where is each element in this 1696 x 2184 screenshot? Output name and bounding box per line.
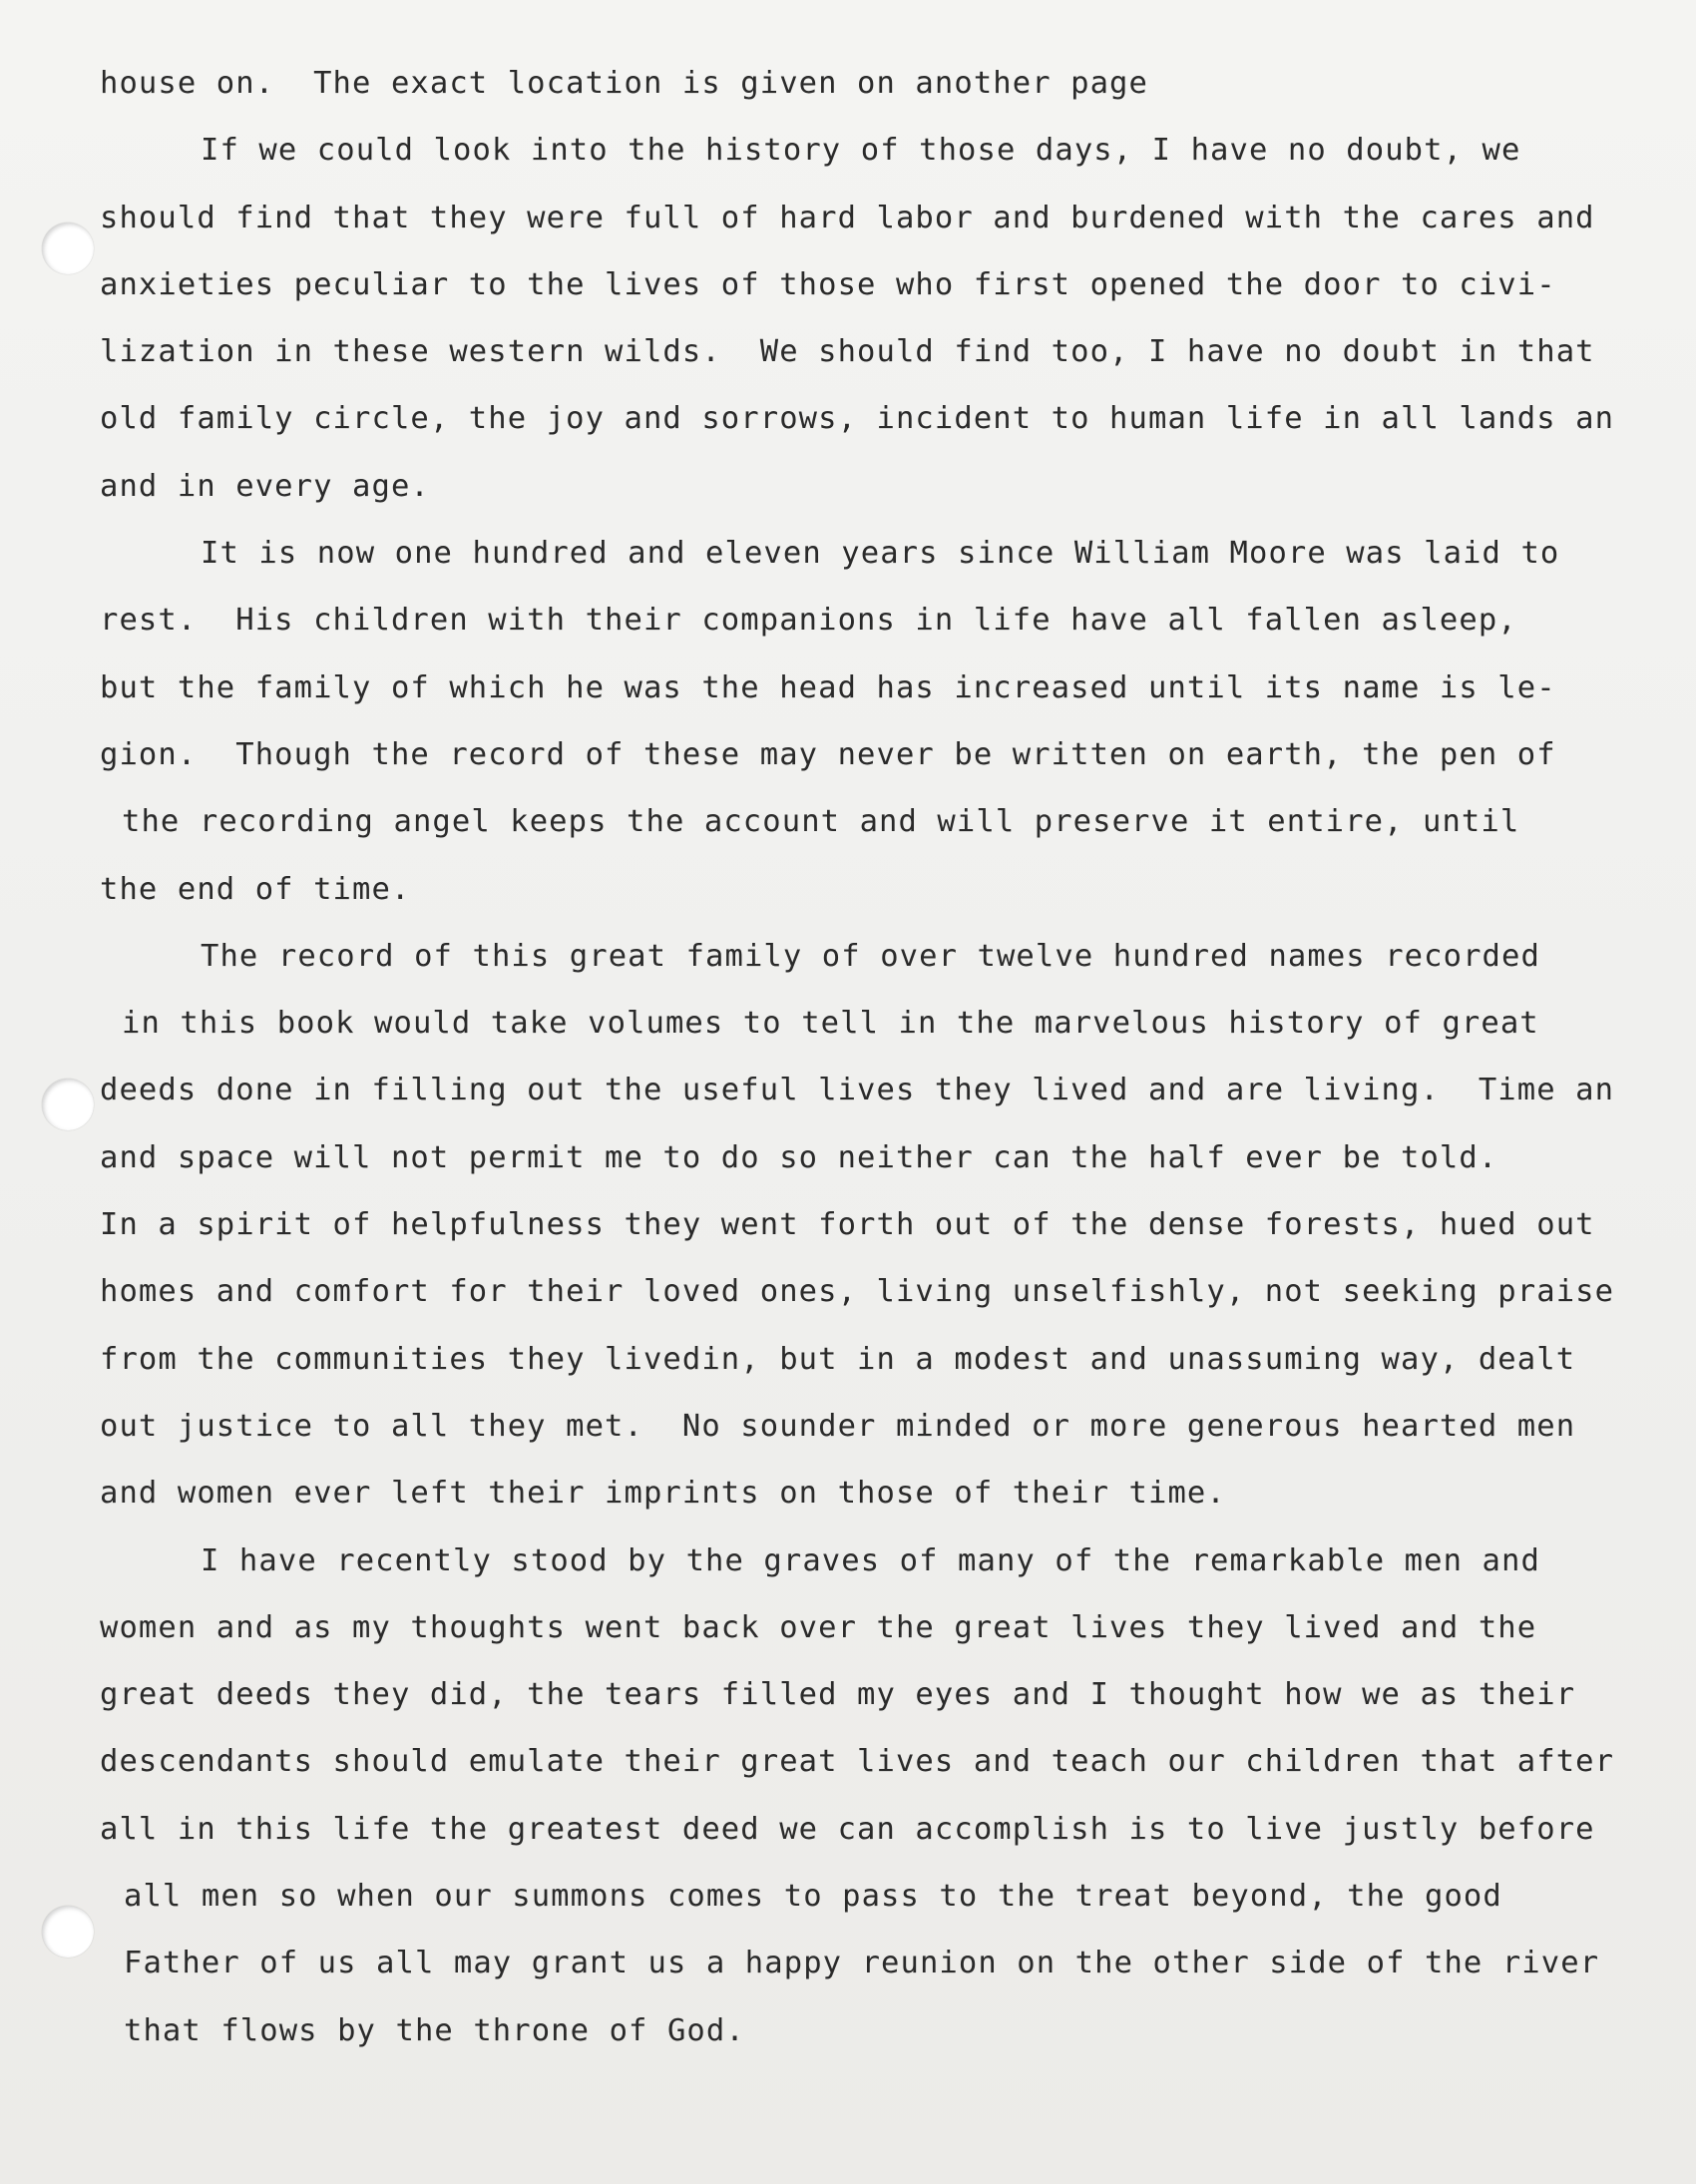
text-line: the recording angel keeps the account and will preserve it entire, until [122, 804, 1520, 840]
text-line: women and as my thoughts went back over the great lives they lived and the [100, 1609, 1537, 1645]
text-line: house on. The exact location is given on another page [100, 66, 1148, 101]
text-line: and in every age. [100, 468, 430, 504]
text-line: all in this life the greatest deed we can accomplish is to live justly before [100, 1811, 1595, 1847]
text-line: should find that they were full of hard labor and burdened with the cares and [100, 200, 1595, 235]
text-line: In a spirit of helpfulness they went forth out of the dense forests, hued out [100, 1207, 1595, 1243]
text-line: lization in these western wilds. We should find too, I have no doubt in that [100, 334, 1595, 370]
text-line: rest. His children with their companions in life have all fallen asleep, [100, 603, 1517, 639]
text-line: in this book would take volumes to tell in the marvelous history of great [122, 1006, 1539, 1042]
text-line: great deeds they did, the tears filled my eyes and I thought how we as their [100, 1677, 1576, 1713]
text-line: that flows by the throne of God. [124, 2012, 745, 2048]
text-line: old family circle, the joy and sorrows, incident to human life in all lands an [100, 401, 1615, 437]
text-line: If we could look into the history of those days, I have no doubt, we [201, 133, 1521, 169]
punch-hole-middle [42, 1079, 94, 1130]
punch-hole-lower [42, 1906, 94, 1958]
text-line: deeds done in filling out the useful lives they lived and are living. Time an [100, 1073, 1615, 1108]
text-line: anxieties peculiar to the lives of those who first opened the door to civi- [100, 266, 1556, 302]
text-line: The record of this great family of over twelve hundred names recorded [201, 938, 1540, 974]
text-line: the end of time. [100, 871, 411, 907]
text-line: all men so when our summons comes to pass to the treat beyond, the good [124, 1879, 1502, 1915]
text-line: out justice to all they met. No sounder minded or more generous hearted men [100, 1408, 1576, 1444]
text-line: and space will not permit me to do so neither can the half ever be told. [100, 1139, 1498, 1175]
text-line: It is now one hundred and eleven years since William Moore was laid to [201, 536, 1560, 572]
text-line: I have recently stood by the graves of many of the remarkable men and [201, 1542, 1540, 1578]
document-body [100, 50, 1656, 2064]
text-line: Father of us all may grant us a happy reunion on the other side of the river [124, 1946, 1600, 1981]
text-line: descendants should emulate their great lives and teach our children that after [100, 1744, 1615, 1780]
text-line: gion. Though the record of these may never be written on earth, the pen of [100, 736, 1556, 772]
text-line: homes and comfort for their loved ones, living unselfishly, not seeking praise [100, 1274, 1615, 1310]
text-line: from the communities they livedin, but in a modest and unassuming way, dealt [100, 1341, 1576, 1377]
punch-hole-upper [42, 222, 94, 274]
text-line: and women ever left their imprints on those of their time. [100, 1476, 1226, 1512]
text-line: but the family of which he was the head has increased until its name is le- [100, 669, 1556, 705]
